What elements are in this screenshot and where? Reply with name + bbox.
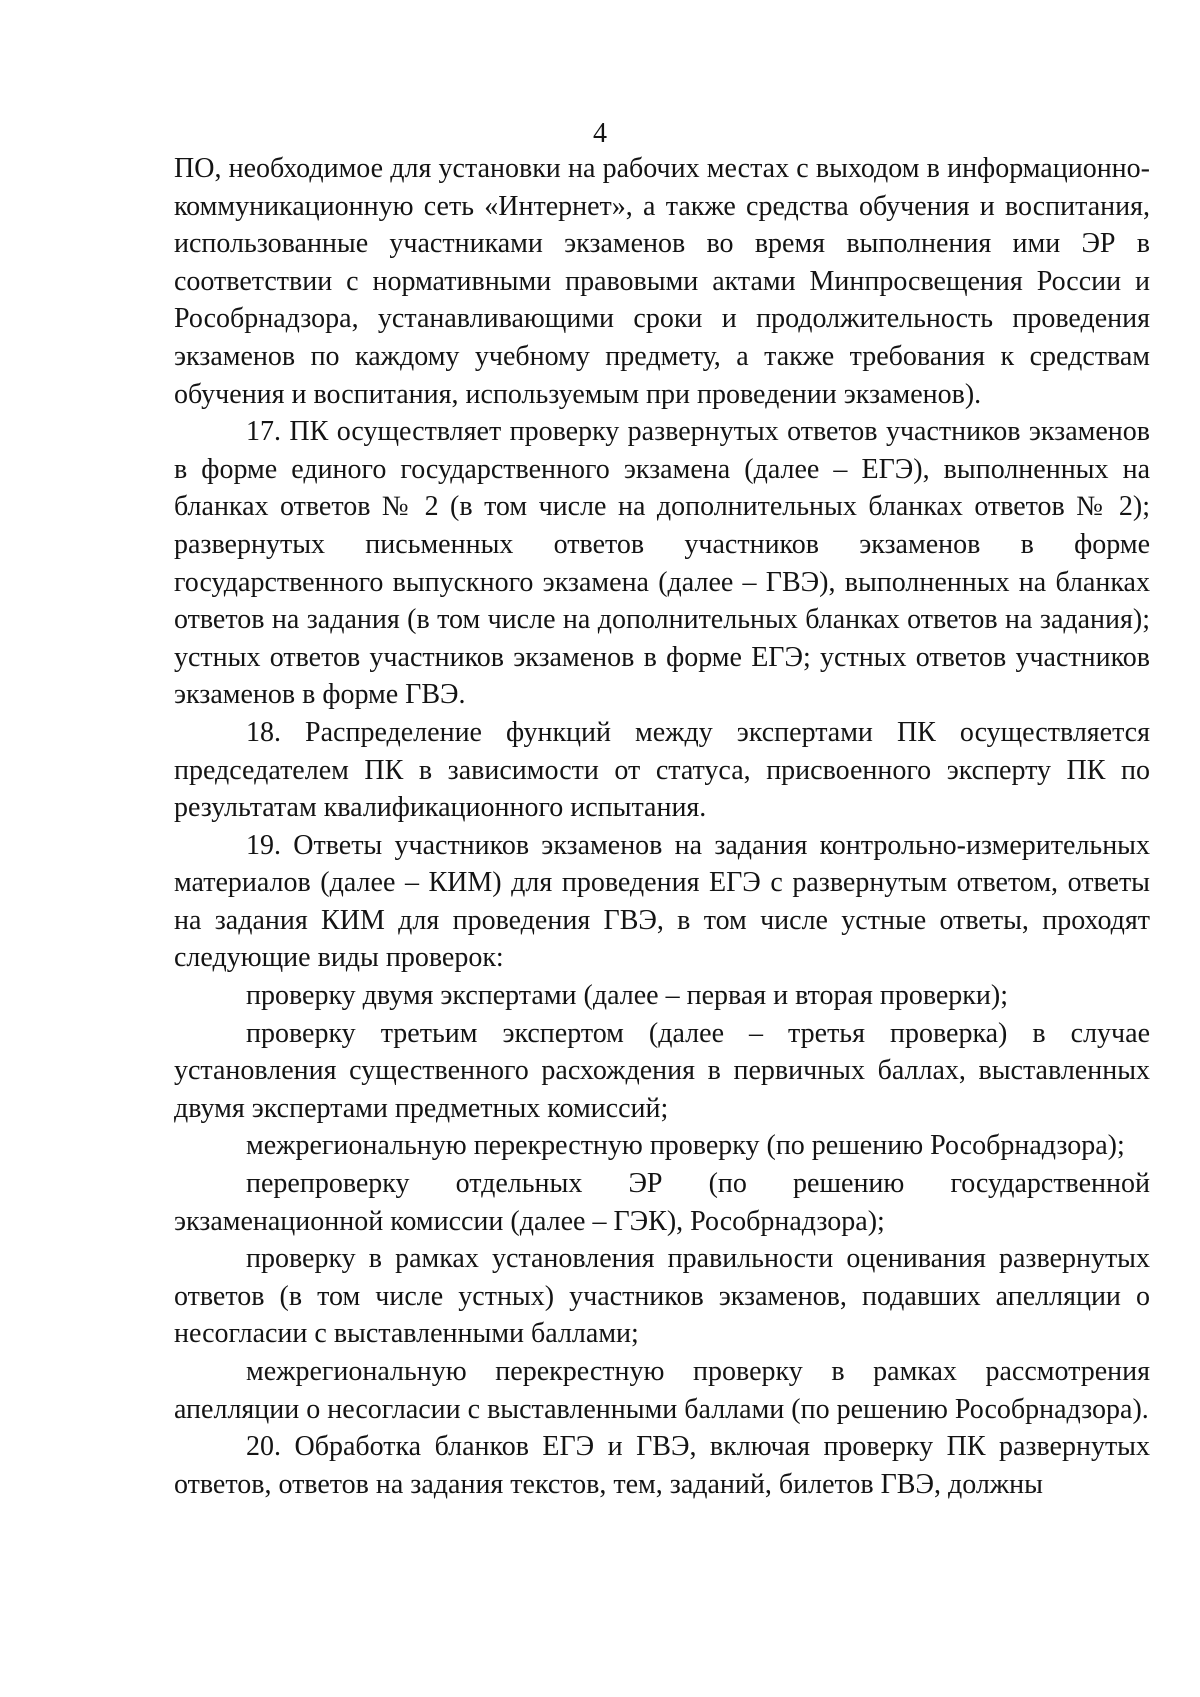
list-item-appeal-check: проверку в рамках установления правильности оценивания развернутых ответов (в том числе устных) участников экзаменов, подавших апелляции о несогласии с выставленными баллами; xyxy=(174,1243,1150,1350)
list-item-cross-check: межрегиональную перекрестную проверку (по решению Рособрнадзора); xyxy=(246,1130,1125,1162)
paragraph-item-17: 17. ПК осуществляет проверку развернутых ответов участников экзаменов в форме единого государственного экзамена (далее – ЕГЭ), выполненных на бланках ответов № 2 (в том числе на дополнительных бланках ответов № 2); развернутых письменных ответов участников экзаменов в форме государственного выпускного экзамена (далее – ГВЭ), выполненных на бланках ответов на задания (в том числе на дополнительных бланках ответов на задания); устных ответов участников экзаменов в форме ЕГЭ; устных ответов участников экзаменов в форме ГВЭ. xyxy=(174,416,1150,711)
list-item-recheck: перепроверку отдельных ЭР (по решению государственной экзаменационной комиссии (далее – ГЭК), Рособрнадзора); xyxy=(174,1168,1150,1237)
paragraph-item-20: 20. Обработка бланков ЕГЭ и ГВЭ, включая проверку ПК развернутых ответов, ответов на задания текстов, тем, заданий, билетов ГВЭ, должны xyxy=(174,1431,1150,1500)
paragraph-item-18: 18. Распределение функций между экспертами ПК осуществляется председателем ПК в зависимости от статуса, присвоенного эксперту ПК по результатам квалификационного испытания. xyxy=(174,716,1150,824)
list-item-first-second-check: проверку двумя экспертами (далее – первая и вторая проверки); xyxy=(246,980,1009,1012)
document-body xyxy=(174,150,1150,1503)
list-item-appeal-cross-check: межрегиональную перекрестную проверку в рамках рассмотрения апелляции о несогласии с выставленными баллами (по решению Рособрнадзора). xyxy=(174,1356,1150,1425)
page-number: 4 xyxy=(593,118,607,149)
paragraph-continuation: ПО, необходимое для установки на рабочих местах с выходом в информационно-коммуникационную сеть «Интернет», а также средства обучения и воспитания, использованные участниками экзаменов во время выполнения ими ЭР в соответствии с нормативными правовыми актами Минпросвещения России и Рособрнадзора, устанавливающими сроки и продолжительность проведения экзаменов по каждому учебному предмету, а также требования к средствам обучения и воспитания, используемым при проведении экзаменов). xyxy=(174,153,1150,410)
list-item-third-check: проверку третьим экспертом (далее – третья проверка) в случае установления существенного расхождения в первичных баллах, выставленных двумя экспертами предметных комиссий; xyxy=(174,1017,1150,1124)
paragraph-item-19: 19. Ответы участников экзаменов на задания контрольно-измерительных материалов (далее – КИМ) для проведения ЕГЭ с развернутым ответом, ответы на задания КИМ для проведения ГВЭ, в том числе устные ответы, проходят следующие виды проверок: xyxy=(174,829,1150,974)
